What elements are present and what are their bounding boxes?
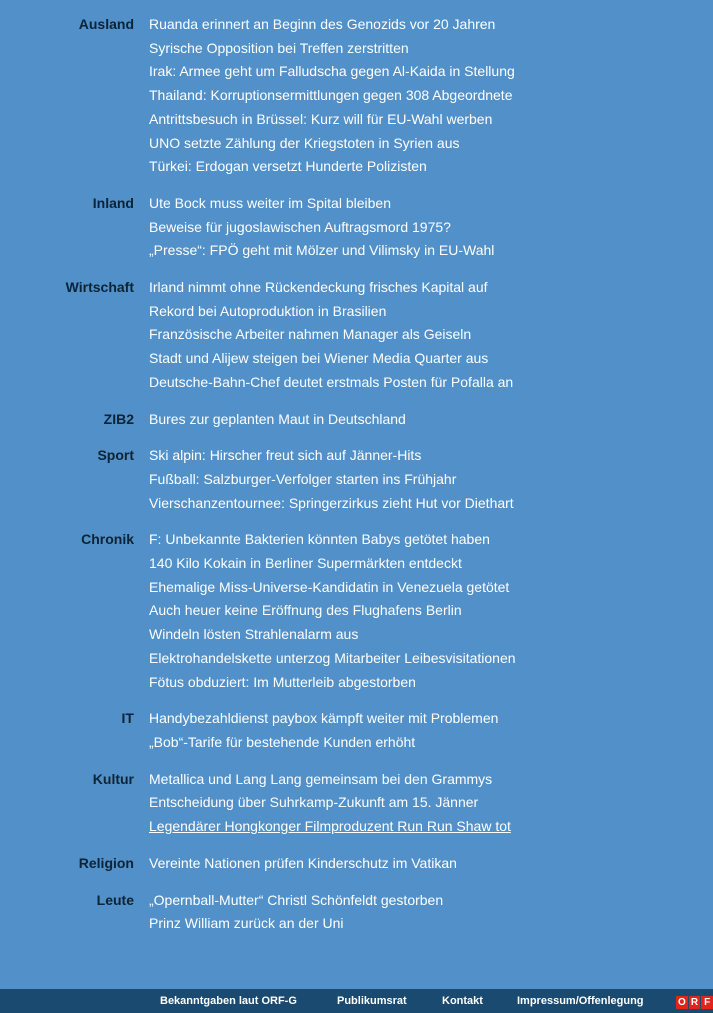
headline-link[interactable]: Ruanda erinnert an Beginn des Genozids vor 20 Jahren [149, 16, 496, 32]
headline-link[interactable]: Handybezahldienst paybox kämpft weiter mit Problemen [149, 710, 499, 727]
footer-link-bekanntgaben[interactable]: Bekanntgaben laut ORF-G [160, 995, 297, 1007]
headline-link[interactable]: Deutsche-Bahn-Chef deutet erstmals Posten für Pofalla an [149, 373, 514, 390]
headline-list [149, 528, 713, 694]
footer-link-publikumsrat[interactable]: Publikumsrat [337, 995, 407, 1007]
headline-link[interactable]: Türkei: Erdogan versetzt Hunderte Polizisten [149, 158, 427, 175]
headline-link[interactable]: Irak: Armee geht um Falludscha gegen Al-Kaida in Stellung [149, 63, 515, 80]
headline-link[interactable]: Vereinte Nationen prüfen Kinderschutz im Vatikan [149, 854, 457, 871]
headline-list [149, 444, 713, 515]
headline-list [149, 192, 713, 263]
category-label: Inland [92, 194, 134, 211]
headline-link[interactable]: Ski alpin: Hirscher freut sich auf Jänner-Hits [149, 447, 422, 464]
headline-link[interactable]: Prinz William zurück an der Uni [149, 915, 344, 932]
headline-list [149, 852, 713, 876]
headline-link[interactable]: Fußball: Salzburger-Verfolger starten ins Frühjahr [149, 470, 457, 487]
headline-link[interactable]: Französische Arbeiter nahmen Manager als Geiseln [149, 326, 472, 343]
category-label: IT [121, 710, 134, 727]
section-inland [0, 192, 713, 263]
headline-link[interactable]: Beweise für jugoslawischen Auftragsmord 1975? [149, 218, 451, 235]
headline-list [149, 889, 713, 936]
category-label: Religion [78, 854, 134, 871]
headline-list [149, 13, 713, 179]
category-label: ZIB2 [103, 410, 134, 427]
headline-link[interactable]: „Opernball-Mutter“ Christl Schönfeldt gestorben [149, 891, 444, 908]
headline-link[interactable]: Elektrohandelskette unterzog Mitarbeiter Leibesvisitationen [149, 649, 516, 666]
section-wirtschaft [0, 276, 713, 395]
news-list [0, 13, 713, 949]
headline-link[interactable]: Ehemalige Miss-Universe-Kandidatin in Venezuela getötet [149, 578, 510, 595]
headline-link[interactable]: Auch heuer keine Eröffnung des Flughafens Berlin [149, 602, 462, 619]
headline-link[interactable]: Entscheidung über Suhrkamp-Zukunft am 15. Jänner [149, 794, 479, 811]
section-chronik [0, 528, 713, 694]
headline-link[interactable]: Thailand: Korruptionsermittlungen gegen 308 Abgeordnete [149, 87, 513, 104]
headline-link[interactable]: Ute Bock muss weiter im Spital bleiben [149, 194, 391, 211]
headline-link[interactable]: Antrittsbesuch in Brüssel: Kurz will für EU-Wahl werben [149, 110, 493, 127]
footer-link-kontakt[interactable]: Kontakt [442, 995, 483, 1007]
section-religion [0, 852, 713, 876]
headline-link[interactable]: Metallica und Lang Lang gemeinsam bei den Grammys [149, 770, 493, 787]
headline-link[interactable]: F: Unbekannte Bakterien könnten Babys getötet haben [149, 531, 490, 548]
footer-link-impressum[interactable]: Impressum/Offenlegung [517, 995, 644, 1007]
headline-link[interactable]: 140 Kilo Kokain in Berliner Supermärkten entdeckt [149, 555, 462, 572]
category-label: Leute [96, 891, 134, 908]
orf-logo-letter-f: F [701, 996, 713, 1009]
orf-logo[interactable] [676, 996, 713, 1009]
orf-logo-letter-o: O [677, 997, 686, 1008]
section-ausland [0, 13, 713, 179]
headline-link[interactable]: Irland nimmt ohne Rückendeckung frisches Kapital auf [149, 279, 488, 296]
headline-link[interactable]: Rekord bei Autoproduktion in Brasilien [149, 302, 387, 319]
headline-list [149, 408, 713, 432]
headline-link[interactable]: Windeln lösten Strahlenalarm aus [149, 626, 359, 643]
category-label: Wirtschaft [65, 279, 134, 296]
headline-link[interactable]: „Bob“-Tarife für bestehende Kunden erhöht [149, 733, 416, 750]
headline-link[interactable]: Bures zur geplanten Maut in Deutschland [149, 410, 406, 427]
section-kultur [0, 768, 713, 839]
section-sport [0, 444, 713, 515]
section-it [0, 707, 713, 754]
category-label: Kultur [92, 770, 134, 787]
headline-link[interactable]: Vierschanzentournee: Springerzirkus zieht Hut vor Diethart [149, 494, 514, 511]
headline-link[interactable]: UNO setzte Zählung der Kriegstoten in Syrien aus [149, 134, 460, 151]
headline-link[interactable]: Stadt und Alijew steigen bei Wiener Media Quarter aus [149, 350, 489, 367]
section-leute [0, 889, 713, 936]
headline-link[interactable]: Fötus obduziert: Im Mutterleib abgestorben [149, 673, 416, 690]
headline-list [149, 768, 713, 839]
category-label: Chronik [81, 531, 134, 548]
section-zib2 [0, 408, 713, 432]
category-label: Ausland [78, 16, 134, 32]
headline-list [149, 276, 713, 395]
orf-logo-letter-r: R [689, 996, 701, 1009]
headline-link[interactable]: „Presse“: FPÖ geht mit Mölzer und Vilimsky in EU-Wahl [149, 242, 495, 259]
headline-link-hovered[interactable]: Legendärer Hongkonger Filmproduzent Run Run Shaw tot [149, 818, 511, 835]
headline-list [149, 707, 713, 754]
category-label: Sport [97, 447, 134, 464]
headline-link[interactable]: Syrische Opposition bei Treffen zerstritten [149, 39, 409, 56]
footer-bar [0, 989, 713, 1013]
